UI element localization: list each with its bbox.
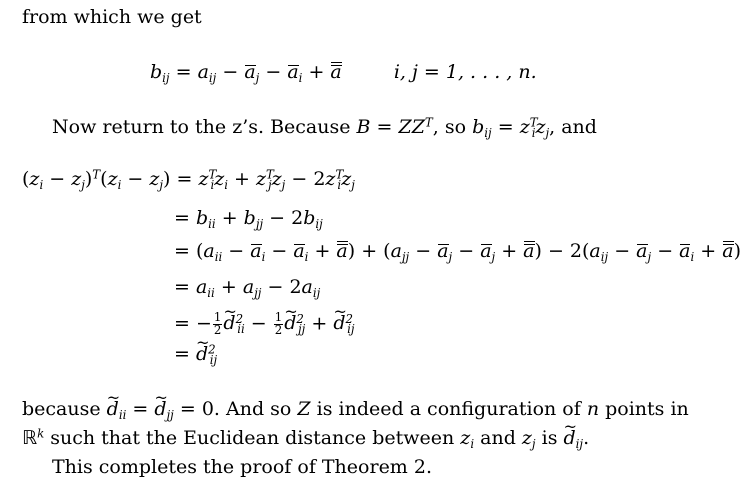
paragraph-conclusion: This completes the proof of Theorem 2.	[52, 456, 432, 478]
paragraph-return: Now return to the z’s. Because $B = ZZ^T$, so $b_{ij} = z^T_iz_j$, and	[52, 115, 597, 141]
intro-text: from which we get	[22, 6, 202, 28]
paragraph-because-line-2: ℝ$^k$ such that the Euclidean distance between $z_i$ and $z_j$ is ~ $d_{ij}$.	[22, 429, 589, 448]
display-equation-bij: $b_{ij} = a_{ij} - a_j - a_i + a$ i, j = 1, . . . , n.	[150, 61, 537, 86]
derivation-line-3: = $(a_{ii} - a_i - a_i + a) + (a_{jj} - a_j - a_j + a) - 2(a_{ij} - a_j - a_i + a)$	[174, 240, 741, 265]
derivation-line-1: $(z_i - z_j)^T(z_i - z_j) = z^T_iz_i + z^T_jz_j - 2z^T_iz_j$	[22, 167, 355, 193]
derivation-line-6: = ~ $d^2_{ij}$	[174, 345, 217, 364]
derivation-line-2: = $b_{ii} + b_{jj} - 2b_{ij}$	[174, 207, 323, 232]
derivation-line-4: = $a_{ii} + a_{jj} - 2a_{ij}$	[174, 276, 321, 301]
paragraph-because-line-1: because ~ $d_{ii}$ = ~ $d_{jj} = 0$. And so Z is indeed a configuration of n points in	[22, 400, 689, 419]
derivation-line-5: = − $\frac{1}{2}$ ~ $d^2_{ii}$ − $\frac{1}{2}$ ~ $d^2_{jj}$ + ~ $d^2_{ij}$	[174, 312, 355, 337]
